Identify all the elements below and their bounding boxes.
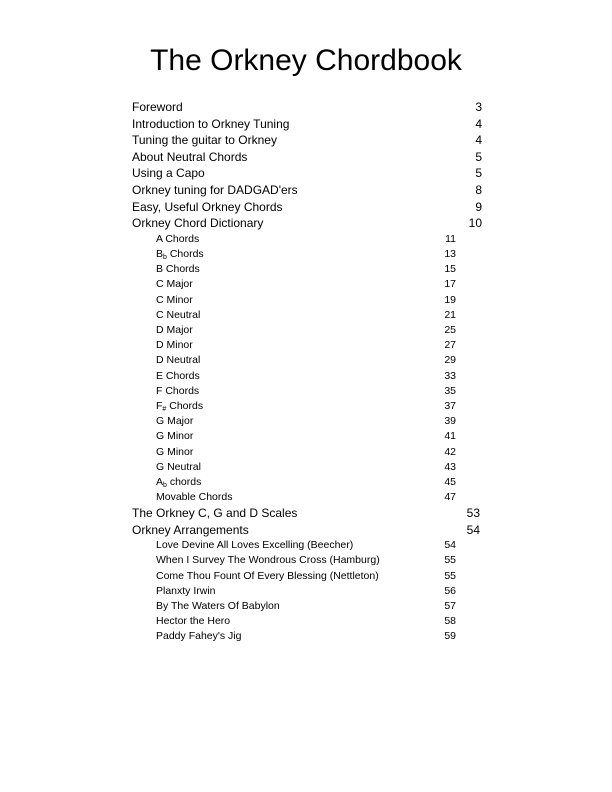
toc-entry-title: Introduction to Orkney Tuning	[132, 116, 290, 131]
toc-entry-title: Using a Capo	[132, 166, 205, 181]
toc-page-number: 43	[444, 460, 456, 473]
toc-subentry[interactable]	[156, 276, 456, 292]
toc-subentry[interactable]	[156, 292, 456, 308]
toc-page-number: 47	[444, 491, 456, 504]
toc-page-number: 4	[475, 116, 482, 131]
toc-entry-title: By The Waters Of Babylon	[156, 600, 280, 612]
toc-subentry[interactable]	[156, 568, 456, 584]
toc-subentry[interactable]	[156, 489, 456, 505]
toc-subentry[interactable]	[156, 383, 456, 399]
toc-entry-title: $B_b$ Chords	[156, 247, 204, 261]
toc-subentry[interactable]	[156, 428, 456, 444]
toc-entry-title: Orkney Arrangements	[132, 522, 249, 537]
toc-page-number: 45	[444, 475, 456, 488]
toc-entry-title: About Neutral Chords	[132, 149, 248, 164]
toc-entry-title: Orkney tuning for DADGAD'ers	[132, 183, 298, 197]
toc-entry-title: G Minor	[156, 430, 194, 443]
toc-entry-title: Movable Chords	[156, 491, 233, 504]
toc-page-number: 25	[444, 323, 456, 336]
toc-page-number: 3	[475, 100, 482, 114]
toc-page-number: 54	[444, 539, 456, 552]
toc-entry-title: C Neutral	[156, 308, 201, 321]
toc-page-number: 15	[444, 263, 456, 276]
toc-entry-title: Love Devine All Loves Excelling (Beecher)	[156, 539, 354, 552]
toc-page-number: 35	[444, 384, 456, 397]
toc-entry-title: Planxty Irwin	[156, 584, 216, 597]
toc-page-number: 8	[475, 183, 482, 197]
toc-page-number: 21	[444, 308, 456, 321]
toc-entry-title: G Neutral	[156, 460, 201, 473]
toc-entry-title: Come Thou Fount Of Every Blessing (Nettleton)	[156, 569, 379, 582]
toc-page-number: 41	[444, 430, 456, 443]
toc-page-number: 17	[444, 278, 456, 291]
toc-entry[interactable]	[132, 132, 482, 148]
toc-entry-title: Tuning the guitar to Orkney	[132, 133, 277, 148]
toc-page-number: 33	[444, 369, 456, 382]
toc-entry[interactable]	[132, 149, 482, 165]
toc-subentry[interactable]	[156, 598, 456, 614]
toc-page-number: 39	[444, 415, 456, 428]
toc-page-number: 42	[444, 445, 456, 458]
toc-page-number: 55	[444, 554, 456, 567]
toc-subentry[interactable]	[156, 628, 456, 644]
toc-subentry[interactable]	[156, 231, 456, 247]
toc-subentry[interactable]	[156, 583, 456, 599]
toc-entry-title: When I Survey The Wondrous Cross (Hamburg)	[156, 554, 380, 567]
toc-subentry[interactable]	[156, 444, 456, 460]
toc-entry-title: C Major	[156, 278, 193, 291]
toc-entry[interactable]	[132, 182, 482, 198]
toc-page-number: 58	[444, 615, 456, 628]
toc-entry[interactable]	[132, 116, 482, 132]
toc-entry-title: Orkney Chord Dictionary	[132, 216, 264, 231]
toc-page-number: 53	[466, 506, 480, 521]
toc-page-number: 10	[468, 216, 482, 231]
toc-entry[interactable]	[132, 199, 482, 215]
toc-subentry[interactable]	[156, 398, 456, 414]
toc-entry-title: C Minor	[156, 293, 193, 306]
toc-entry-title: D Neutral	[156, 354, 201, 367]
toc-entry-title: Foreword	[132, 100, 183, 114]
toc-page-number: 19	[444, 293, 456, 306]
toc-subentry[interactable]	[156, 552, 456, 568]
toc-entry-title: E Chords	[156, 369, 200, 382]
toc-entry-title: D Minor	[156, 339, 193, 352]
toc-entry-title: B Chords	[156, 263, 200, 276]
toc-page-number: 59	[444, 630, 456, 643]
toc-subentry[interactable]	[156, 459, 456, 475]
toc-entry-title: Easy, Useful Orkney Chords	[132, 199, 283, 214]
toc-page-number: 37	[444, 399, 456, 412]
toc-subentry[interactable]	[156, 352, 456, 368]
toc-subentry[interactable]	[156, 246, 456, 262]
toc-page-number: 4	[475, 133, 482, 148]
toc-page-number: 13	[444, 247, 456, 260]
toc-entry-title: G Minor	[156, 445, 194, 458]
toc-page-number: 57	[444, 600, 456, 612]
toc-subentry[interactable]	[156, 261, 456, 277]
toc-entry[interactable]	[132, 505, 482, 521]
toc-entry[interactable]	[132, 215, 482, 231]
toc-page-number: 11	[445, 232, 456, 245]
toc-subentry[interactable]	[156, 322, 456, 338]
toc-page-number: 56	[444, 584, 456, 597]
toc-entry[interactable]	[132, 165, 482, 181]
toc-entry-title: Paddy Fahey's Jig	[156, 630, 242, 643]
toc-subentry[interactable]	[156, 413, 456, 429]
toc-entry-title: $A_b$ chords	[156, 475, 202, 489]
toc-entry-title: G Major	[156, 415, 194, 428]
toc-subentry[interactable]	[156, 613, 456, 629]
toc-entry-title: D Major	[156, 323, 193, 336]
toc-subentry[interactable]	[156, 307, 456, 323]
toc-subentry[interactable]	[156, 474, 456, 490]
toc-page-number: 5	[475, 149, 482, 164]
toc-page-number: 9	[475, 199, 482, 214]
toc-entry-title: The Orkney C, G and D Scales	[132, 506, 298, 521]
toc-entry-title: A Chords	[156, 232, 200, 245]
toc-entry-title: F Chords	[156, 384, 200, 397]
toc-subentry[interactable]	[156, 537, 456, 553]
toc-page-number: 5	[475, 166, 482, 181]
toc-page-number: 27	[444, 339, 456, 352]
toc-page-number: 29	[444, 354, 456, 367]
toc-subentry[interactable]	[156, 368, 456, 384]
page-title: The Orkney Chordbook	[150, 44, 462, 77]
toc-subentry[interactable]	[156, 337, 456, 353]
toc-entry-title: Hector the Hero	[156, 615, 231, 628]
toc-entry[interactable]	[132, 522, 482, 538]
toc-page-number: 54	[466, 522, 480, 537]
toc-page-number: 55	[444, 569, 456, 582]
toc-entry[interactable]	[132, 99, 482, 115]
toc-entry-title: $F_{\#}$ Chords	[156, 399, 204, 413]
